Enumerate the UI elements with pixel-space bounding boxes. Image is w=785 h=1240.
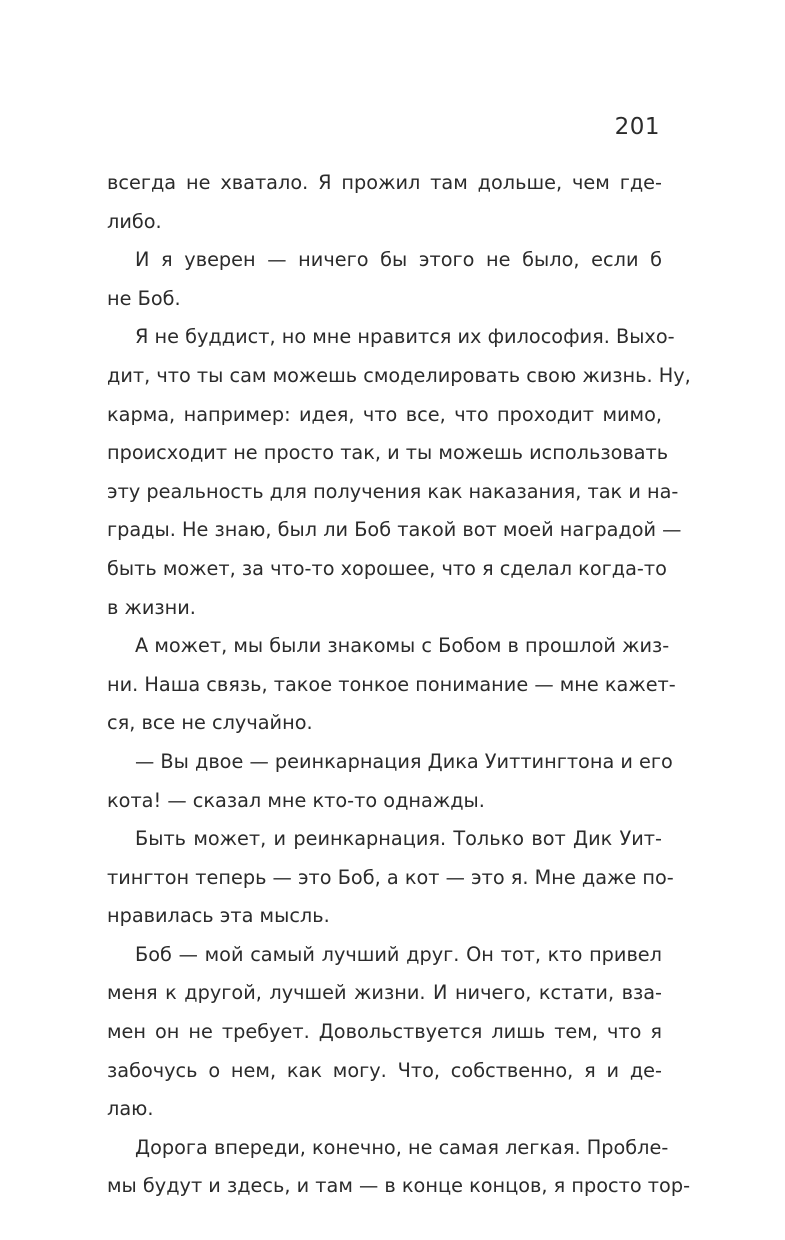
text-line: лаю.	[107, 1097, 154, 1121]
text-line: Я не буддист, но мне нравится их философия. Выхо-	[135, 325, 675, 349]
text-line: И я уверен — ничего бы этого не было, если б	[135, 248, 662, 272]
text-line: в жизни.	[107, 595, 196, 619]
text-line: происходит не просто так, и ты можешь использовать	[107, 441, 669, 465]
text-line: мы будут и здесь, и там — в конце концов, я просто тор-	[107, 1174, 691, 1198]
paragraph-3	[107, 318, 691, 627]
text-line: всегда не хватало. Я прожил там дольше, чем где-	[107, 171, 662, 194]
text-line: быть может, за что-то хорошее, что я сделал когда-то	[107, 556, 667, 580]
text-line: кота! — сказал мне кто-то однажды.	[107, 788, 485, 812]
text-line: мен он не требует. Довольствуется лишь тем, что я	[107, 1020, 662, 1044]
body-text	[107, 164, 691, 1206]
text-line: меня к другой, лучшей жизни. И ничего, кстати, вза-	[107, 981, 662, 1005]
text-line: Быть может, и реинкарнация. Только вот Дик Уит-	[135, 827, 662, 851]
text-line: грады. Не знаю, был ли Боб такой вот моей наградой —	[107, 518, 682, 542]
text-line: эту реальность для получения как наказания, так и на-	[107, 479, 679, 503]
paragraph-8	[107, 1129, 691, 1206]
text-line: Боб — мой самый лучший друг. Он тот, кто привел	[135, 942, 662, 966]
text-line: либо.	[107, 209, 162, 233]
text-line: ся, все не случайно.	[107, 711, 313, 735]
text-line: не Боб.	[107, 286, 181, 310]
page-number: 201	[614, 114, 660, 140]
text-line: нравилась эта мысль.	[107, 904, 330, 928]
text-line: ни. Наша связь, такое тонкое понимание — мне кажет-	[107, 672, 676, 696]
text-line: А может, мы были знакомы с Бобом в прошлой жиз-	[135, 634, 670, 658]
paragraph-5	[107, 743, 673, 820]
text-line: карма, например: идея, что все, что проходит мимо,	[107, 402, 662, 426]
paragraph-1	[107, 164, 662, 241]
paragraph-4	[107, 627, 676, 743]
text-line: забочусь о нем, как могу. Что, собственно, я и де-	[107, 1058, 662, 1082]
text-line: дит, что ты сам можешь смоделировать свою жизнь. Ну,	[107, 363, 691, 387]
text-line: — Вы двое — реинкарнация Дика Уиттингтона и его	[135, 749, 673, 773]
text-line: Дорога впереди, конечно, не самая легкая. Пробле-	[135, 1135, 669, 1159]
paragraph-2	[107, 241, 662, 318]
paragraph-7	[107, 936, 662, 1129]
text-line: тингтон теперь — это Боб, а кот — это я. Мне даже по-	[107, 865, 674, 889]
paragraph-6	[107, 820, 674, 936]
